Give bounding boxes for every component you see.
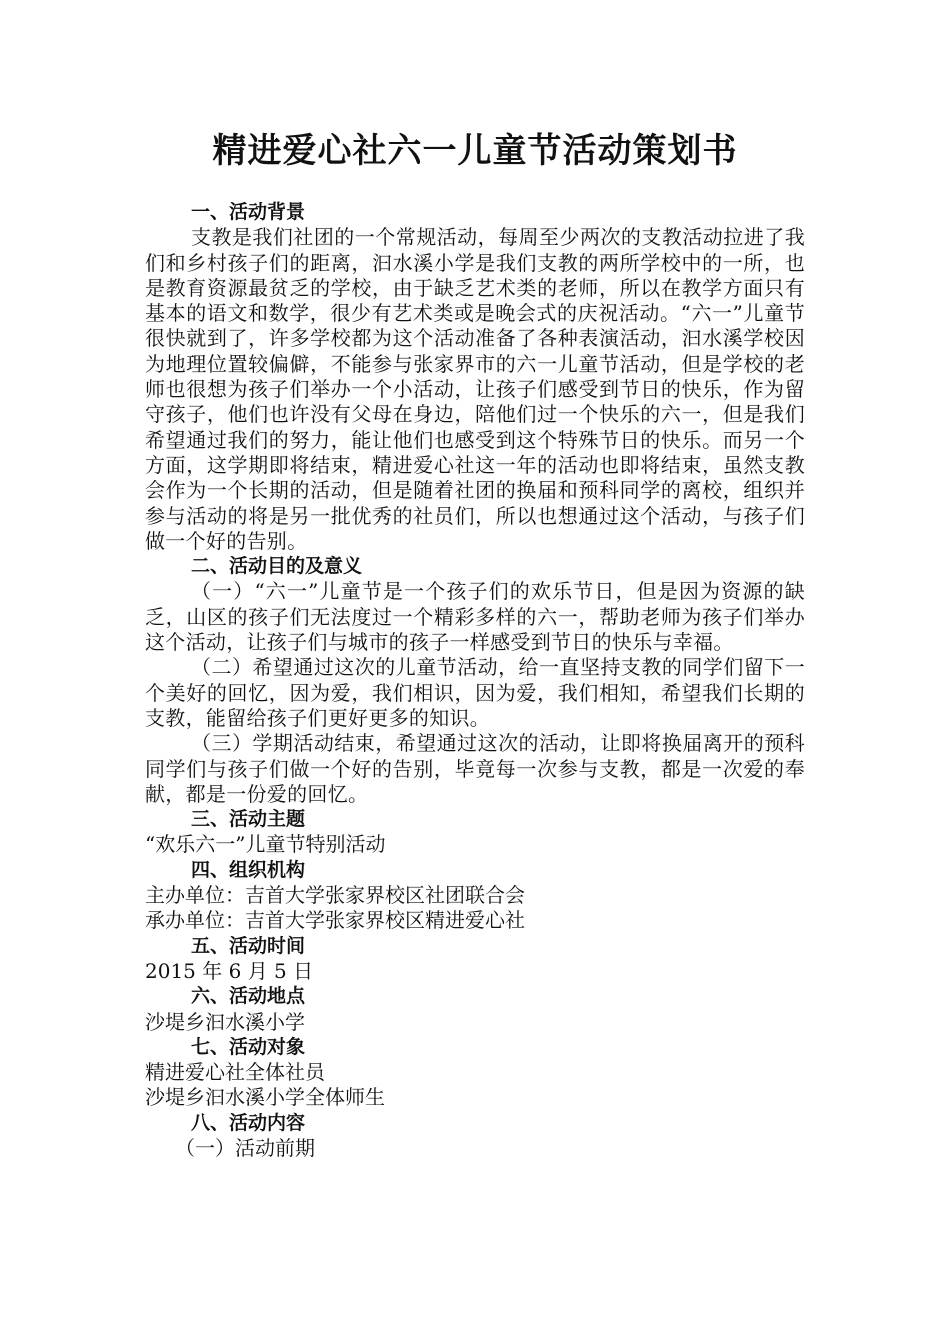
section-heading-organization: 四、组织机构	[191, 858, 306, 881]
section-heading-background: 一、活动背景	[191, 201, 306, 223]
purpose-paragraph-2: （二）希望通过这次的儿童节活动，给一直坚持支教的同学们留下一个美好的回忆，因为爱，我们相识，因为爱，我们相知，希望我们长期的支教，能留给孩子们更好更多的知识。	[145, 655, 805, 730]
section-heading-location: 六、活动地点	[191, 985, 306, 1008]
activity-location-text: 沙堤乡汩水溪小学	[145, 1009, 305, 1034]
background-paragraph: 支教是我们社团的一个常规活动，每周至少两次的支教活动拉进了我们和乡村孩子们的距离，汩水溪小学是我们支教的两所学校中的一所，也是教育资源最贫乏的学校，由于缺乏艺术类的老师，所以在教学方面只有基本的语文和数学，很少有艺术类或是晚会式的庆祝活动。“六一”儿童节很快就到了，许多学校都为这个活动准备了各种表演活动，汩水溪学校因为地理位置较偏僻，不能参与张家界市的六一儿童节活动，但是学校的老师也很想为孩子们举办一个小活动，让孩子们感受到节日的快乐，作为留守孩子，他们也许没有父母在身边，陪他们过一个快乐的六一，但是我们希望通过我们的努力，能让他们也感受到这个特殊节日的快乐。而另一个方面，这学期即将结束，精进爱心社这一年的活动也即将结束，虽然支教会作为一个长期的活动，但是随着社团的换届和预科同学的离校，组织并参与活动的将是另一批优秀的社员们，所以也想通过这个活动，与孩子们做一个好的告别。	[145, 225, 805, 553]
document-title: 精进爱心社六一儿童节活动策划书	[212, 131, 738, 171]
document-body	[145, 200, 805, 1161]
section-heading-time: 五、活动时间	[191, 934, 306, 957]
section-heading-theme: 三、活动主题	[191, 808, 306, 831]
participants-line-1: 精进爱心社全体社员	[145, 1060, 325, 1085]
host-unit-text: 主办单位：吉首大学张家界校区社团联合会	[145, 883, 525, 908]
purpose-paragraph-3: （三）学期活动结束，希望通过这次的活动，让即将换届离开的预科同学们与孩子们做一个好的告别，毕竟每一次参与支教，都是一次爱的奉献，都是一份爱的回忆。	[145, 731, 805, 806]
organizer-unit-text: 承办单位：吉首大学张家界校区精进爱心社	[145, 908, 525, 933]
theme-text: “欢乐六一”儿童节特别活动	[145, 832, 386, 857]
section-heading-content: 八、活动内容	[191, 1111, 306, 1134]
participants-line-2: 沙堤乡汩水溪小学全体师生	[145, 1085, 385, 1110]
content-subheading-1: （一）活动前期	[175, 1135, 315, 1160]
section-heading-purpose: 二、活动目的及意义	[191, 555, 363, 578]
activity-date-text: 2015 年 6 月 5 日	[145, 958, 314, 983]
section-heading-participants: 七、活动对象	[191, 1035, 306, 1058]
purpose-paragraph-1: （一）“六一”儿童节是一个孩子们的欢乐节日，但是因为资源的缺乏，山区的孩子们无法度过一个精彩多样的六一，帮助老师为孩子们举办这个活动，让孩子们与城市的孩子一样感受到节日的快乐与幸福。	[145, 579, 805, 655]
